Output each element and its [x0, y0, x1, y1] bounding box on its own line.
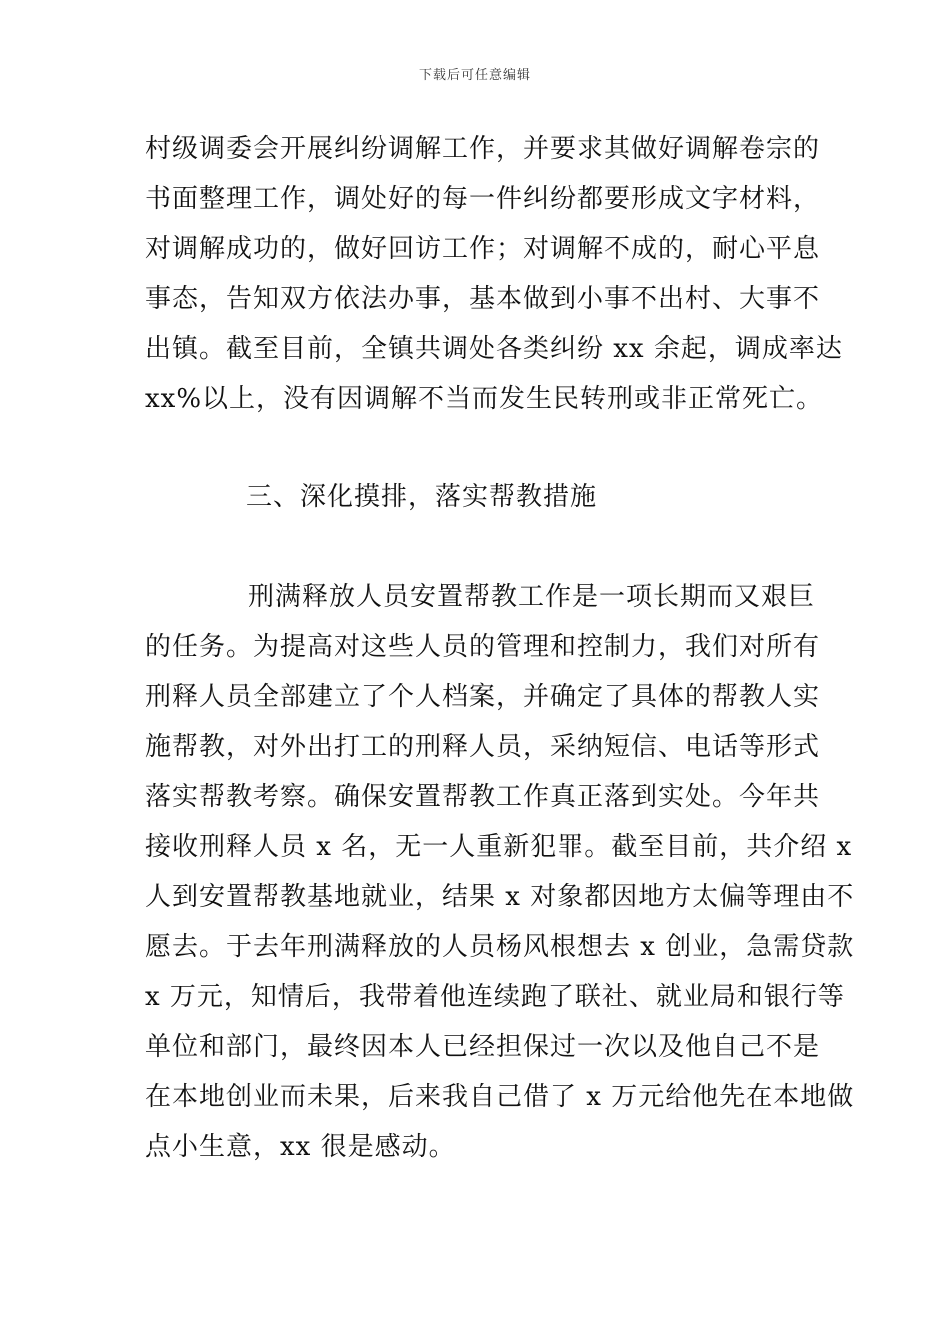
- paragraph-line: 村级调委会开展纠纷调解工作，并要求其做好调解卷宗的: [145, 134, 821, 164]
- paragraph-line: 落实帮教考察。确保安置帮教工作真正落到实处。今年共: [145, 782, 821, 812]
- paragraph-line: 事态，告知双方依法办事，基本做到小事不出村、大事不: [145, 284, 821, 314]
- paragraph-line: 人到安置帮教基地就业，结果 x 对象都因地方太偏等理由不: [145, 882, 855, 912]
- paragraph-line: 刑满释放人员安置帮教工作是一项长期而又艰巨: [248, 582, 816, 612]
- paragraph-line: 出镇。截至目前，全镇共调处各类纠纷 xx 余起，调成率达: [145, 334, 843, 364]
- paragraph-line: 对调解成功的，做好回访工作；对调解不成的，耐心平息: [145, 234, 821, 264]
- paragraph-line: 施帮教，对外出打工的刑释人员，采纳短信、电话等形式: [145, 732, 821, 762]
- paragraph-line: 书面整理工作，调处好的每一件纠纷都要形成文字材料，: [145, 184, 821, 214]
- paragraph-line: 刑释人员全部建立了个人档案，并确定了具体的帮教人实: [145, 682, 821, 712]
- paragraph-line: xx%以上，没有因调解不当而发生民转刑或非正常死亡。: [145, 384, 824, 414]
- paragraph-line: 愿去。于去年刑满释放的人员杨风根想去 x 创业，急需贷款: [145, 932, 855, 962]
- paragraph-line: 点小生意，xx 很是感动。: [145, 1132, 456, 1162]
- paragraph-line: 单位和部门，最终因本人已经担保过一次以及他自己不是: [145, 1032, 821, 1062]
- paragraph-line: 的任务。为提高对这些人员的管理和控制力，我们对所有: [145, 632, 821, 662]
- section-heading: 三、深化摸排，落实帮教措施: [246, 482, 598, 512]
- page-header: 下载后可任意编辑: [418, 68, 531, 83]
- paragraph-line: 接收刑释人员 x 名，无一人重新犯罪。截至目前，共介绍 x: [145, 832, 853, 862]
- paragraph-line: x 万元，知情后，我带着他连续跑了联社、就业局和银行等: [145, 982, 845, 1012]
- paragraph-line: 在本地创业而未果，后来我自己借了 x 万元给他先在本地做: [145, 1082, 855, 1112]
